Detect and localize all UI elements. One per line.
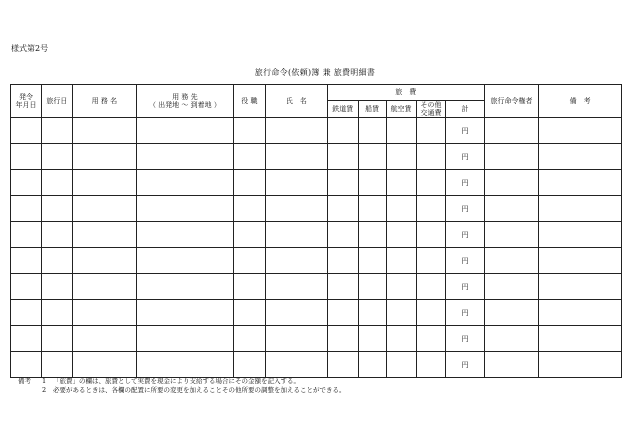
other-cell[interactable] [416,274,446,300]
total-cell[interactable]: 円 [446,274,484,300]
air-cell[interactable] [386,326,416,352]
document-title: 旅行命令(依頼)簿 兼 旅費明細書 [254,68,376,77]
air-cell[interactable] [386,144,416,170]
business-name-cell[interactable] [72,196,136,222]
remarks-cell[interactable] [539,222,622,248]
other-cell[interactable] [416,300,446,326]
name-cell[interactable] [265,300,327,326]
table-row [11,222,622,248]
ship-cell[interactable] [358,118,386,144]
destination-cell[interactable] [136,274,233,300]
other-cell[interactable] [416,326,446,352]
authority-cell[interactable] [484,118,539,144]
order-date-cell[interactable] [11,352,42,378]
order-date-cell[interactable] [11,222,42,248]
travel-date-cell[interactable] [41,352,72,378]
travel-date-cell[interactable] [41,196,72,222]
destination-cell[interactable] [136,118,233,144]
name-cell[interactable] [265,170,327,196]
notes-label: 備考 [18,377,31,385]
other-cell[interactable] [416,248,446,274]
position-cell[interactable] [233,274,265,300]
railway-cell[interactable] [327,170,358,196]
business-name-cell[interactable] [72,274,136,300]
name-cell[interactable] [265,248,327,274]
total-cell[interactable]: 円 [446,196,484,222]
destination-cell[interactable] [136,352,233,378]
position-cell[interactable] [233,170,265,196]
remarks-cell[interactable] [539,196,622,222]
total-cell[interactable]: 円 [446,222,484,248]
table-row [11,352,622,378]
other-cell[interactable] [416,118,446,144]
order-date-cell[interactable] [11,326,42,352]
business-name-cell[interactable] [72,170,136,196]
destination-cell[interactable] [136,300,233,326]
travel-date-cell[interactable] [41,274,72,300]
position-cell[interactable] [233,222,265,248]
air-cell[interactable] [386,196,416,222]
total-cell[interactable]: 円 [446,326,484,352]
other-cell[interactable] [416,352,446,378]
travel-date-cell[interactable] [41,222,72,248]
table-row [11,118,622,144]
ship-cell[interactable] [358,222,386,248]
header-position: 役 職 [233,85,265,118]
total-cell[interactable]: 円 [446,144,484,170]
destination-cell[interactable] [136,248,233,274]
destination-cell[interactable] [136,196,233,222]
travel-ledger-table [10,84,622,378]
table-row [11,144,622,170]
remarks-cell[interactable] [539,118,622,144]
remarks-cell[interactable] [539,352,622,378]
header-travel-date: 旅行日 [41,85,72,118]
position-cell[interactable] [233,352,265,378]
authority-cell[interactable] [484,170,539,196]
ship-cell[interactable] [358,170,386,196]
note-text: 「旅費」の欄は、旅費として実費を現金により支給する場合にその金額を記入する。 [53,377,300,385]
destination-cell[interactable] [136,326,233,352]
header-railway: 鉄道賃 [327,101,358,118]
name-cell[interactable] [265,118,327,144]
air-cell[interactable] [386,300,416,326]
air-cell[interactable] [386,170,416,196]
total-cell[interactable]: 円 [446,300,484,326]
authority-cell[interactable] [484,248,539,274]
note-line-2 [18,386,346,395]
total-cell[interactable]: 円 [446,352,484,378]
notes-section [18,377,346,395]
authority-cell[interactable] [484,274,539,300]
note-number: 2 [42,386,47,394]
authority-cell[interactable] [484,222,539,248]
business-name-cell[interactable] [72,118,136,144]
note-line-1 [18,377,346,386]
authority-cell[interactable] [484,352,539,378]
name-cell[interactable] [265,196,327,222]
header-order-date: 発令 年月日 [11,85,42,118]
other-cell[interactable] [416,196,446,222]
authority-cell[interactable] [484,300,539,326]
remarks-cell[interactable] [539,274,622,300]
travel-date-cell[interactable] [41,118,72,144]
table-row [11,326,622,352]
ship-cell[interactable] [358,352,386,378]
business-name-cell[interactable] [72,222,136,248]
position-cell[interactable] [233,300,265,326]
header-travel-expenses: 旅 費 [327,85,484,101]
authority-cell[interactable] [484,144,539,170]
ship-cell[interactable] [358,300,386,326]
ship-cell[interactable] [358,196,386,222]
name-cell[interactable] [265,144,327,170]
air-cell[interactable] [386,118,416,144]
position-cell[interactable] [233,248,265,274]
business-name-cell[interactable] [72,300,136,326]
air-cell[interactable] [386,248,416,274]
railway-cell[interactable] [327,144,358,170]
railway-cell[interactable] [327,274,358,300]
header-ship: 船賃 [358,101,386,118]
table-row [11,196,622,222]
ship-cell[interactable] [358,326,386,352]
position-cell[interactable] [233,118,265,144]
authority-cell[interactable] [484,196,539,222]
travel-date-cell[interactable] [41,144,72,170]
order-date-cell[interactable] [11,170,42,196]
order-date-cell[interactable] [11,300,42,326]
travel-date-cell[interactable] [41,170,72,196]
order-date-cell[interactable] [11,248,42,274]
order-date-cell[interactable] [11,144,42,170]
table-row [11,170,622,196]
remarks-cell[interactable] [539,170,622,196]
ship-cell[interactable] [358,248,386,274]
table-row [11,248,622,274]
header-business-name: 用 務 名 [72,85,136,118]
business-name-cell[interactable] [72,248,136,274]
business-name-cell[interactable] [72,144,136,170]
table-row [11,274,622,300]
position-cell[interactable] [233,196,265,222]
name-cell[interactable] [265,222,327,248]
travel-date-cell[interactable] [41,300,72,326]
other-cell[interactable] [416,222,446,248]
remarks-cell[interactable] [539,300,622,326]
total-cell[interactable]: 円 [446,118,484,144]
railway-cell[interactable] [327,300,358,326]
position-cell[interactable] [233,144,265,170]
total-cell[interactable]: 円 [446,248,484,274]
name-cell[interactable] [265,352,327,378]
railway-cell[interactable] [327,196,358,222]
railway-cell[interactable] [327,352,358,378]
name-cell[interactable] [265,274,327,300]
remarks-cell[interactable] [539,326,622,352]
order-date-cell[interactable] [11,274,42,300]
header-other-transport: その他 交通費 [416,101,446,118]
position-cell[interactable] [233,326,265,352]
railway-cell[interactable] [327,222,358,248]
remarks-cell[interactable] [539,144,622,170]
remarks-cell[interactable] [539,248,622,274]
destination-cell[interactable] [136,144,233,170]
header-name: 氏 名 [265,85,327,118]
railway-cell[interactable] [327,248,358,274]
header-total: 計 [446,101,484,118]
business-name-cell[interactable] [72,352,136,378]
form-number: 様式第2号 [11,44,49,53]
air-cell[interactable] [386,222,416,248]
railway-cell[interactable] [327,326,358,352]
ship-cell[interactable] [358,274,386,300]
destination-cell[interactable] [136,170,233,196]
note-text: 必要があるときは、各欄の配置に所要の変更を加えることその他所要の調整を加えることができる。 [53,386,346,394]
business-name-cell[interactable] [72,326,136,352]
total-cell[interactable]: 円 [446,170,484,196]
table-row [11,300,622,326]
other-cell[interactable] [416,144,446,170]
header-authority: 旅行命令権者 [484,85,539,118]
air-cell[interactable] [386,274,416,300]
header-destination: 用 務 先 （ 出発地 ～ 到着地 ） [136,85,233,118]
travel-date-cell[interactable] [41,248,72,274]
order-date-cell[interactable] [11,196,42,222]
order-date-cell[interactable] [11,118,42,144]
header-remarks: 備 考 [539,85,622,118]
other-cell[interactable] [416,170,446,196]
note-number: 1 [42,377,47,385]
header-air: 航空賃 [386,101,416,118]
travel-date-cell[interactable] [41,326,72,352]
authority-cell[interactable] [484,326,539,352]
destination-cell[interactable] [136,222,233,248]
air-cell[interactable] [386,352,416,378]
ship-cell[interactable] [358,144,386,170]
name-cell[interactable] [265,326,327,352]
railway-cell[interactable] [327,118,358,144]
